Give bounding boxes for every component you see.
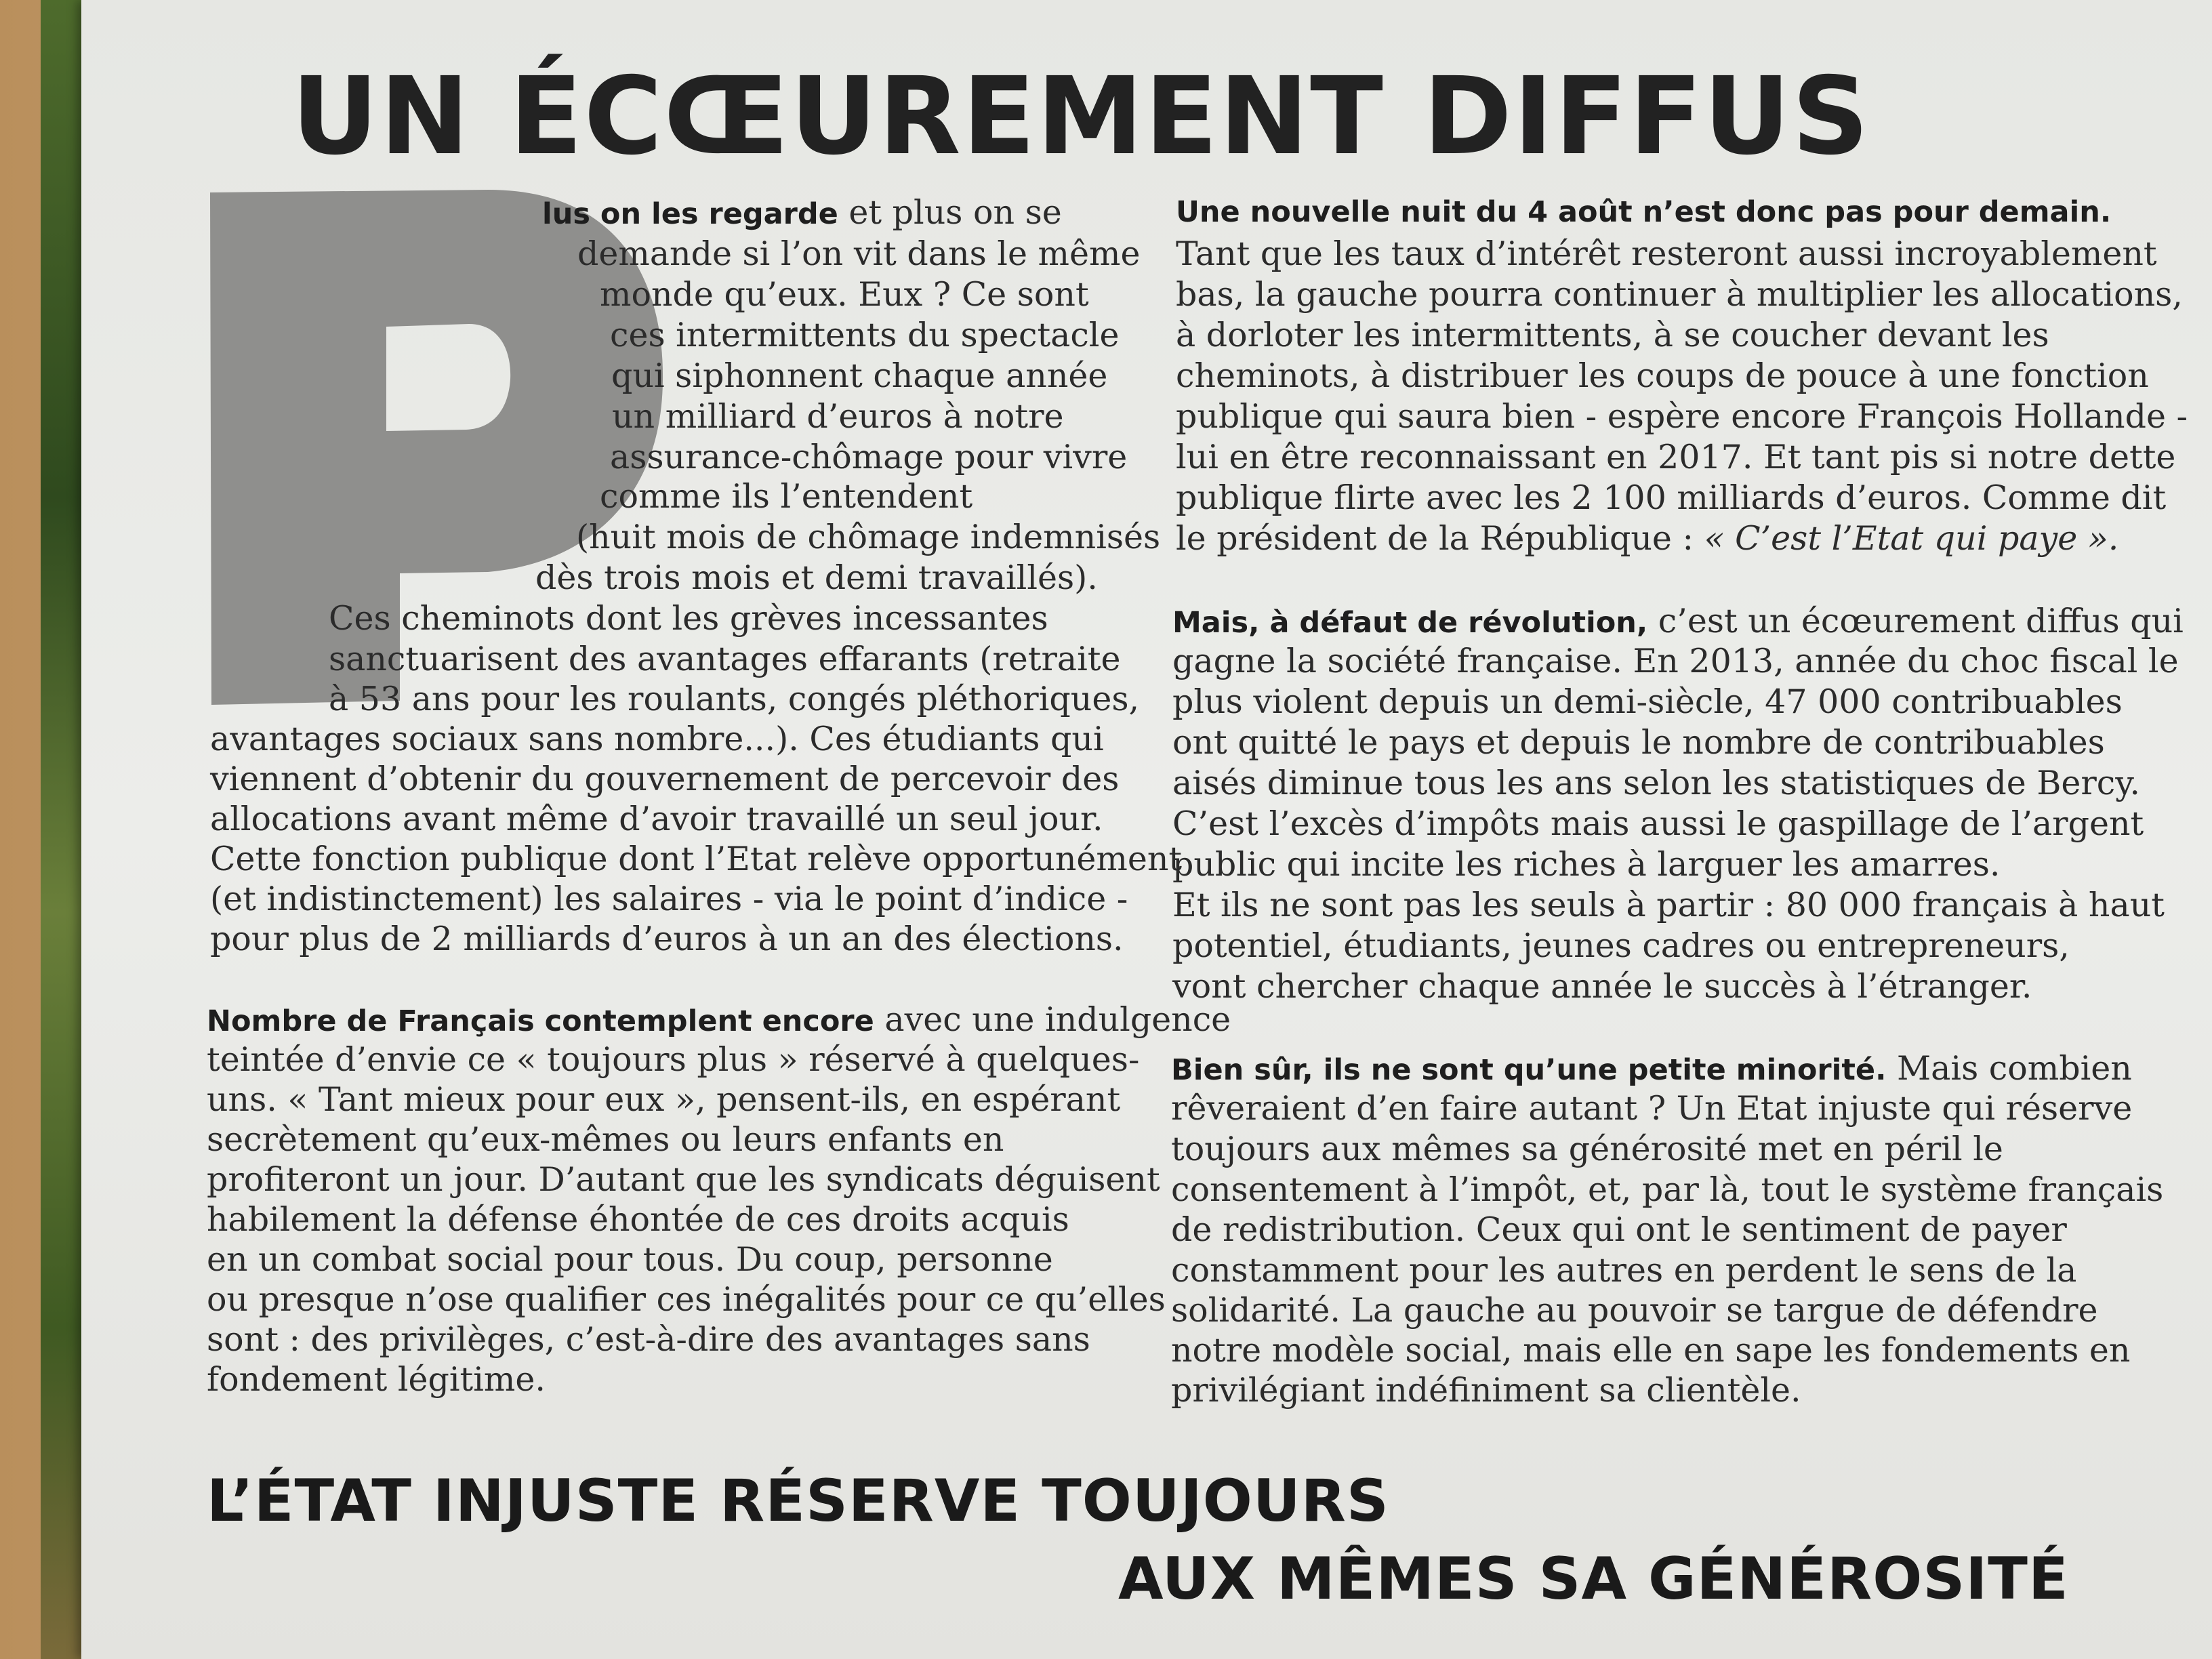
col1-line: sanctuarisent des avantages effarants (retraite bbox=[329, 640, 1121, 678]
col2-line: lui en être reconnaissant en 2017. Et tant pis si notre dette bbox=[1176, 438, 2176, 476]
col1-line: fondement légitime. bbox=[207, 1360, 546, 1399]
col1-line: pour plus de 2 milliards d’euros à un an des élections. bbox=[210, 920, 1124, 958]
col2-quote-italic: « C’est l’Etat qui paye ». bbox=[1704, 519, 2119, 558]
col2-line: de redistribution. Ceux qui ont le sentiment de payer bbox=[1171, 1210, 2067, 1249]
col1-p2-first-line bbox=[207, 1000, 1231, 1039]
col2-p2-rest: c’est un écœurement diffus qui bbox=[1647, 602, 2184, 640]
col2-line: aisés diminue tous les ans selon les statistiques de Bercy. bbox=[1172, 764, 2140, 802]
col2-p3-rest: Mais combien bbox=[1886, 1049, 2132, 1088]
col2-line: solidarité. La gauche au pouvoir se targue de défendre bbox=[1171, 1291, 2098, 1330]
col1-line: habilement la défense éhontée de ces droits acquis bbox=[207, 1200, 1069, 1239]
col2-line: Et ils ne sont pas les seuls à partir : 80 000 français à haut bbox=[1172, 886, 2165, 924]
col1-lead-line bbox=[542, 193, 1062, 232]
col2-quote-plain: le président de la République : bbox=[1176, 519, 1704, 558]
col2-line: publique qui saura bien - espère encore François Hollande - bbox=[1176, 397, 2188, 436]
col1-line: qui siphonnent chaque année bbox=[611, 356, 1108, 395]
col1-line: un milliard d’euros à notre bbox=[612, 397, 1064, 436]
col1-line: allocations avant même d’avoir travaillé un seul jour. bbox=[210, 800, 1103, 838]
col2-p3-first-line bbox=[1171, 1049, 2132, 1088]
col1-line: profiteront un jour. D’autant que les syndicats déguisent bbox=[207, 1160, 1160, 1199]
col1-line: avantages sociaux sans nombre...). Ces étudiants qui bbox=[210, 720, 1104, 758]
col2-p1-bold: Une nouvelle nuit du 4 août n’est donc pas pour demain. bbox=[1176, 195, 2112, 229]
col2-line: potentiel, étudiants, jeunes cadres ou entrepreneurs, bbox=[1172, 926, 2070, 965]
col2-line: gagne la société française. En 2013, année du choc fiscal le bbox=[1172, 642, 2179, 680]
col2-line: plus violent depuis un demi-siècle, 47 000 contribuables bbox=[1172, 682, 2123, 721]
col2-line: toujours aux mêmes sa générosité met en péril le bbox=[1171, 1130, 2003, 1168]
col1-lead-bold: lus on les regarde bbox=[542, 197, 838, 231]
pullquote-line-1: L’ÉTAT INJUSTE RÉSERVE TOUJOURS bbox=[207, 1467, 1389, 1535]
col1-line: (et indistinctement) les salaires - via le point d’indice - bbox=[210, 880, 1128, 918]
col1-line: secrètement qu’eux-mêmes ou leurs enfants en bbox=[207, 1120, 1004, 1159]
col1-line: comme ils l’entendent bbox=[600, 477, 973, 516]
col2-line: C’est l’excès d’impôts mais aussi le gaspillage de l’argent bbox=[1172, 804, 2144, 843]
col1-line: Cette fonction publique dont l’Etat relève opportunément bbox=[210, 840, 1183, 878]
col1-lead-rest: et plus on se bbox=[838, 193, 1062, 232]
col2-p2-bold: Mais, à défaut de révolution, bbox=[1172, 606, 1648, 640]
col2-line: cheminots, à distribuer les coups de pouce à une fonction bbox=[1176, 356, 2149, 395]
col1-line: demande si l’on vit dans le même bbox=[577, 234, 1141, 273]
col2-line: notre modèle social, mais elle en sape les fondements en bbox=[1171, 1331, 2131, 1370]
col2-line: vont chercher chaque année le succès à l’étranger. bbox=[1172, 967, 2032, 1006]
col2-p3-bold: Bien sûr, ils ne sont qu’une petite minorité. bbox=[1171, 1053, 1887, 1087]
col1-line: teintée d’envie ce « toujours plus » réservé à quelques- bbox=[207, 1040, 1140, 1079]
col1-p2-rest: avec une indulgence bbox=[874, 1000, 1231, 1039]
col1-line: uns. « Tant mieux pour eux », pensent-ils, en espérant bbox=[207, 1080, 1121, 1119]
col1-line: ou presque n’ose qualifier ces inégalités pour ce qu’elles bbox=[207, 1280, 1166, 1319]
col2-quote-line bbox=[1176, 519, 2119, 558]
col1-p2-bold: Nombre de Français contemplent encore bbox=[207, 1004, 874, 1038]
col2-line: à dorloter les intermittents, à se coucher devant les bbox=[1176, 316, 2049, 354]
col1-line: (huit mois de chômage indemnisés bbox=[576, 518, 1161, 556]
col1-line: sont : des privilèges, c’est-à-dire des avantages sans bbox=[207, 1320, 1090, 1359]
col1-line: assurance-chômage pour vivre bbox=[610, 438, 1128, 476]
col2-line: publique flirte avec les 2 100 milliards d’euros. Comme dit bbox=[1176, 478, 2167, 517]
col2-line: constamment pour les autres en perdent le sens de la bbox=[1171, 1251, 2077, 1290]
col2-line: bas, la gauche pourra continuer à multiplier les allocations, bbox=[1176, 275, 2183, 314]
headline: UN ÉCŒUREMENT DIFFUS bbox=[291, 54, 1870, 179]
col1-line: dès trois mois et demi travaillés). bbox=[535, 558, 1098, 597]
pullquote-line-2: AUX MÊMES SA GÉNÉROSITÉ bbox=[1118, 1545, 2069, 1613]
col2-line: Tant que les taux d’intérêt resteront aussi incroyablement bbox=[1176, 234, 2157, 273]
col1-line: monde qu’eux. Eux ? Ce sont bbox=[600, 275, 1089, 314]
col1-line: ces intermittents du spectacle bbox=[610, 316, 1120, 354]
col2-line: privilégiant indéfiniment sa clientèle. bbox=[1171, 1371, 1801, 1410]
col1-line: Ces cheminots dont les grèves incessantes bbox=[329, 599, 1048, 638]
col2-line: rêveraient d’en faire autant ? Un Etat injuste qui réserve bbox=[1171, 1089, 2133, 1128]
magazine-page bbox=[81, 0, 2212, 1659]
col2-line: consentement à l’impôt, et, par là, tout le système français bbox=[1171, 1170, 2164, 1209]
col1-line: à 53 ans pour les roulants, congés pléthoriques, bbox=[329, 680, 1140, 718]
col2-line: ont quitté le pays et depuis le nombre de contribuables bbox=[1172, 723, 2105, 762]
col1-line: viennent d’obtenir du gouvernement de percevoir des bbox=[210, 760, 1120, 798]
col2-p2-first-line bbox=[1172, 602, 2184, 640]
col2-line: public qui incite les riches à larguer les amarres. bbox=[1172, 845, 2001, 884]
col1-line: en un combat social pour tous. Du coup, personne bbox=[207, 1240, 1053, 1279]
